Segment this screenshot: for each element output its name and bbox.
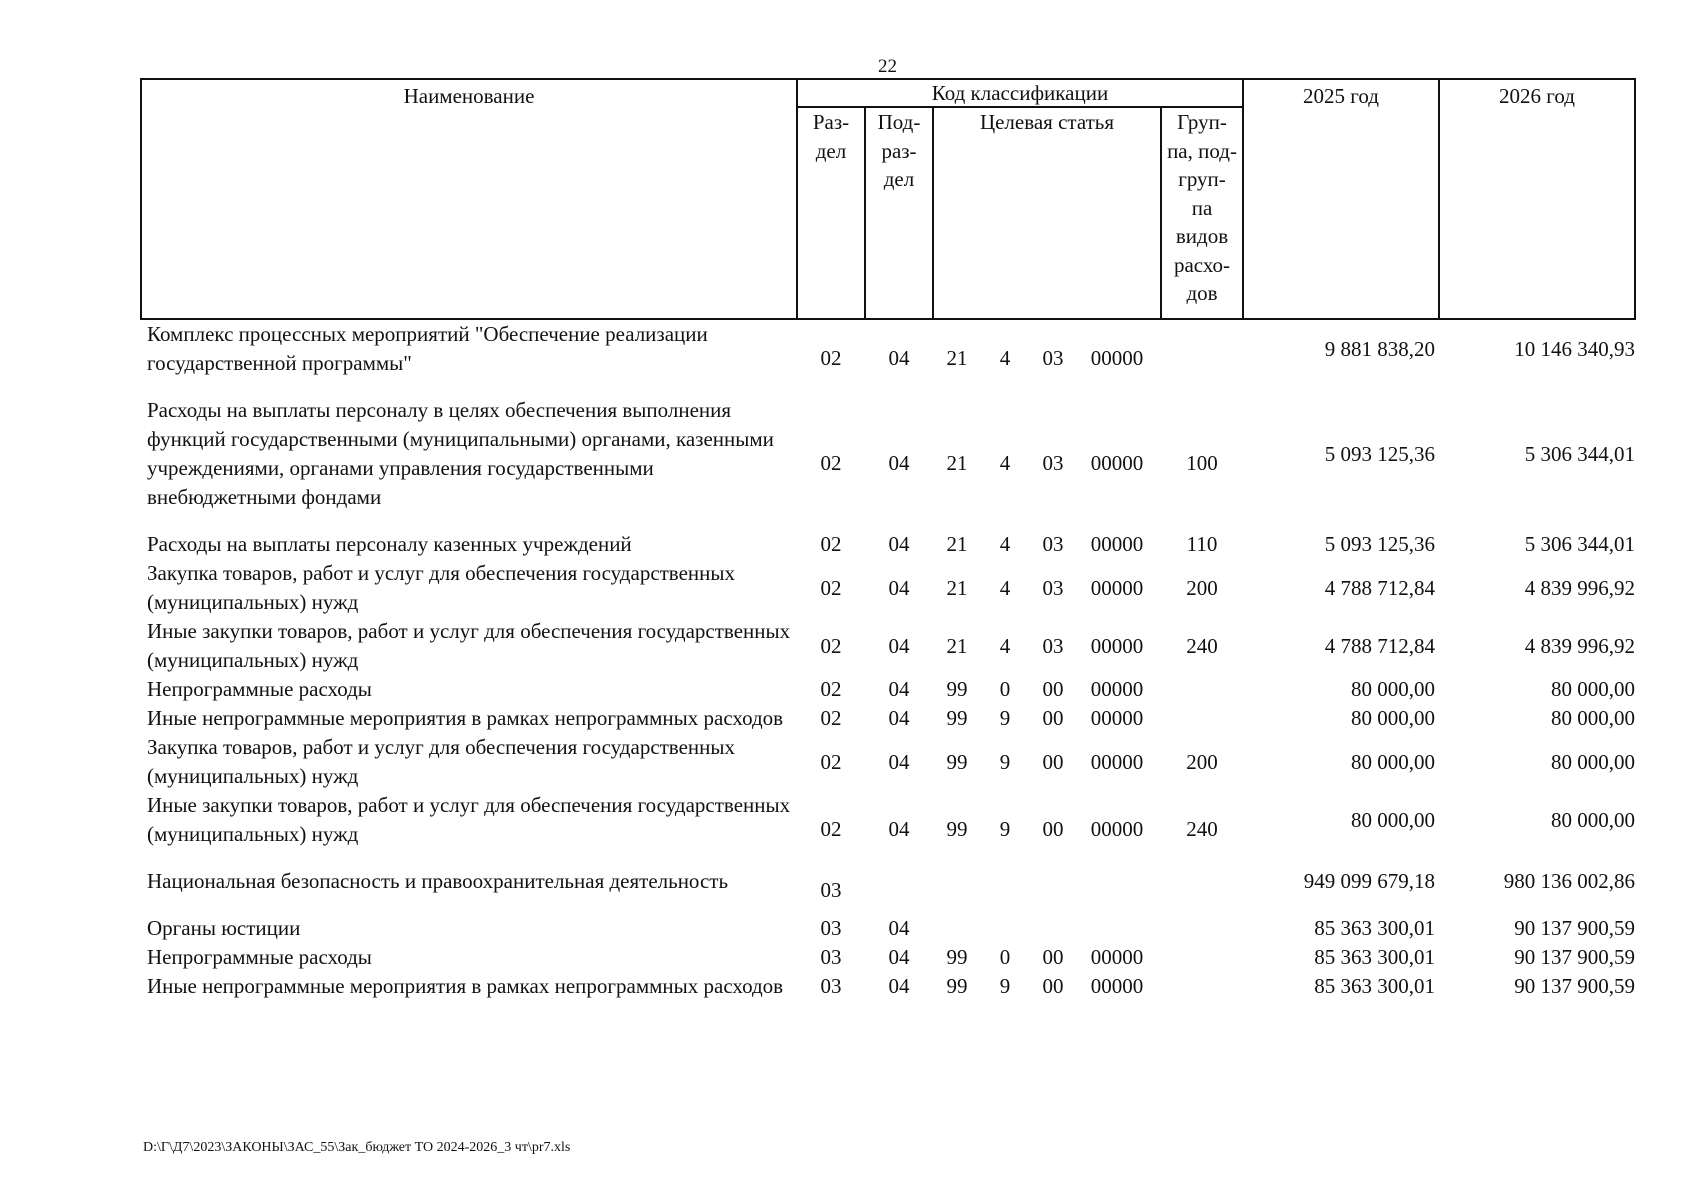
row-target	[933, 530, 1161, 559]
row-target	[933, 319, 1161, 396]
row-amount-2026: 4 839 996,92	[1524, 575, 1635, 600]
row-group	[1161, 704, 1243, 733]
row-target-part: 9	[999, 749, 1011, 774]
row-name: Закупка товаров, работ и услуг для обеспечения государственных (муниципальных) нужд	[147, 735, 736, 788]
row-amount-2026: 5 306 344,01	[1524, 441, 1635, 466]
row-target-part: 21	[946, 633, 968, 658]
row-podrazdel: 04	[888, 532, 910, 556]
row-target-part: 21	[946, 575, 968, 600]
table-row	[141, 972, 1635, 1001]
row-target-part: 00000	[1090, 575, 1144, 600]
row-podrazdel: 04	[888, 945, 910, 969]
row-razdel: 02	[820, 532, 842, 556]
table-row	[141, 559, 1635, 617]
table-row	[141, 617, 1635, 675]
row-amount-2025: 4 788 712,84	[1324, 633, 1435, 658]
row-name: Органы юстиции	[147, 916, 301, 940]
row-group	[1161, 867, 1243, 914]
row-razdel: 02	[820, 345, 842, 370]
row-amount-2025: 949 099 679,18	[1303, 869, 1435, 893]
table-row	[141, 791, 1635, 867]
row-target-part: 00000	[1090, 749, 1144, 774]
row-target-part: 99	[946, 677, 968, 701]
row-target	[933, 791, 1161, 867]
row-podrazdel: 04	[888, 345, 910, 370]
page-number: 22	[878, 56, 897, 77]
row-target-part: 99	[946, 749, 968, 774]
row-amount-2026: 10 146 340,93	[1514, 336, 1635, 361]
row-amount-2026: 80 000,00	[1551, 807, 1635, 832]
row-target-part: 00000	[1090, 706, 1144, 730]
row-group: 240	[1186, 816, 1218, 841]
row-razdel: 03	[820, 945, 842, 969]
row-amount-2026: 5 306 344,01	[1524, 532, 1635, 556]
row-target-part: 00	[1042, 677, 1064, 701]
row-podrazdel: 04	[888, 816, 910, 841]
header-group: Груп- па, под- груп- па видов расхо- дов	[1167, 110, 1237, 305]
header-code-group	[797, 79, 1243, 319]
row-podrazdel: 04	[888, 916, 910, 940]
row-razdel: 02	[820, 450, 842, 475]
table-row	[141, 733, 1635, 791]
row-target-part: 00000	[1090, 677, 1144, 701]
row-target	[933, 559, 1161, 617]
table-row	[141, 943, 1635, 972]
row-target	[933, 396, 1161, 530]
row-target-part: 0	[999, 677, 1011, 701]
row-amount-2026: 4 839 996,92	[1524, 633, 1635, 658]
row-amount-2025: 80 000,00	[1351, 807, 1435, 832]
file-path-footer: D:\Г\Д7\2023\ЗАКОНЫ\ЗАС_55\Зак_бюджет ТО 2024-2026_3 чт\pr7.xls	[143, 1140, 571, 1155]
row-podrazdel	[865, 867, 933, 914]
row-target-part: 00000	[1090, 816, 1144, 841]
row-amount-2026: 90 137 900,59	[1514, 974, 1635, 998]
row-name: Непрограммные расходы	[147, 945, 372, 969]
row-group: 240	[1186, 633, 1218, 658]
row-target-part: 00000	[1090, 945, 1144, 969]
row-target	[933, 675, 1161, 704]
row-name: Закупка товаров, работ и услуг для обеспечения государственных (муниципальных) нужд	[147, 561, 736, 614]
row-group	[1161, 943, 1243, 972]
table-row	[141, 319, 1635, 396]
row-razdel: 03	[820, 878, 842, 902]
row-group	[1161, 675, 1243, 704]
table-row	[141, 530, 1635, 559]
row-target-part: 4	[999, 450, 1011, 475]
row-razdel: 02	[820, 575, 842, 600]
row-target	[933, 972, 1161, 1001]
row-group	[1161, 972, 1243, 1001]
header-target: Целевая статья	[934, 108, 1162, 318]
header-name: Наименование	[141, 79, 797, 319]
row-name: Иные закупки товаров, работ и услуг для обеспечения государственных (муниципальных) нужд	[147, 619, 791, 672]
row-podrazdel: 04	[888, 974, 910, 998]
row-amount-2025: 4 788 712,84	[1324, 575, 1435, 600]
row-target-part: 9	[999, 974, 1011, 998]
row-target-part: 99	[946, 706, 968, 730]
row-name: Расходы на выплаты персоналу казенных учреждений	[147, 532, 632, 556]
row-podrazdel: 04	[888, 706, 910, 730]
row-podrazdel: 04	[888, 575, 910, 600]
row-target-part: 0	[999, 945, 1011, 969]
row-target-part: 00000	[1090, 450, 1144, 475]
table-header-row	[141, 79, 1635, 319]
row-name: Национальная безопасность и правоохранительная деятельность	[147, 869, 729, 893]
row-target-part: 00	[1042, 816, 1064, 841]
row-target-part: 4	[999, 575, 1011, 600]
row-target-part: 00000	[1090, 633, 1144, 658]
row-amount-2025: 80 000,00	[1351, 706, 1435, 730]
table-row	[141, 675, 1635, 704]
row-target-part: 4	[999, 345, 1011, 370]
row-group: 110	[1186, 532, 1218, 556]
row-amount-2026: 80 000,00	[1551, 706, 1635, 730]
row-target-part: 21	[946, 450, 968, 475]
row-target-part: 4	[999, 532, 1011, 556]
row-razdel: 02	[820, 706, 842, 730]
row-target	[933, 914, 1161, 943]
row-name: Иные закупки товаров, работ и услуг для обеспечения государственных (муниципальных) нужд	[147, 793, 791, 846]
row-target	[933, 867, 1161, 914]
row-target-part: 03	[1042, 633, 1064, 658]
row-amount-2025: 5 093 125,36	[1324, 441, 1435, 466]
row-target-part: 00	[1042, 974, 1064, 998]
row-name: Комплекс процессных мероприятий "Обеспечение реализации государственной программы"	[147, 322, 708, 375]
row-target-part: 00000	[1090, 345, 1144, 370]
row-amount-2025: 85 363 300,01	[1314, 974, 1435, 998]
row-target-part: 00000	[1090, 532, 1144, 556]
row-amount-2026: 80 000,00	[1551, 677, 1635, 701]
table-row	[141, 867, 1635, 914]
row-target-part: 9	[999, 816, 1011, 841]
row-amount-2025: 85 363 300,01	[1314, 916, 1435, 940]
row-group	[1161, 914, 1243, 943]
row-group: 100	[1186, 450, 1218, 475]
row-target	[933, 617, 1161, 675]
row-amount-2025: 5 093 125,36	[1324, 532, 1435, 556]
budget-table	[140, 78, 1636, 1001]
table-row	[141, 914, 1635, 943]
header-razdel: Раз- дел	[798, 108, 866, 318]
row-target-part: 00	[1042, 945, 1064, 969]
table-row	[141, 704, 1635, 733]
row-podrazdel: 04	[888, 450, 910, 475]
row-amount-2026: 90 137 900,59	[1514, 916, 1635, 940]
header-year-2026: 2026 год	[1439, 79, 1635, 319]
row-target-part: 00000	[1090, 974, 1144, 998]
table-body	[141, 319, 1635, 1001]
header-code: Код классификации	[798, 80, 1242, 108]
row-amount-2025: 9 881 838,20	[1324, 336, 1435, 361]
row-target-part: 03	[1042, 345, 1064, 370]
row-podrazdel: 04	[888, 633, 910, 658]
row-target-part: 99	[946, 945, 968, 969]
row-podrazdel: 04	[888, 677, 910, 701]
row-group: 200	[1186, 749, 1218, 774]
row-amount-2025: 80 000,00	[1351, 749, 1435, 774]
row-razdel: 02	[820, 816, 842, 841]
row-target-part: 00	[1042, 749, 1064, 774]
row-name: Расходы на выплаты персоналу в целях обеспечения выполнения функций государственными (муниципальными) органами, казенными учреждениями, органами управления государственными внебюджетными фондами	[147, 398, 774, 509]
table-row	[141, 396, 1635, 530]
row-group: 200	[1186, 575, 1218, 600]
row-target-part: 21	[946, 532, 968, 556]
row-target	[933, 704, 1161, 733]
row-name: Иные непрограммные мероприятия в рамках непрограммных расходов	[147, 706, 784, 730]
row-target-part: 4	[999, 633, 1011, 658]
row-amount-2026: 90 137 900,59	[1514, 945, 1635, 969]
row-target-part: 99	[946, 816, 968, 841]
row-amount-2026: 980 136 002,86	[1503, 869, 1635, 893]
row-target-part: 03	[1042, 532, 1064, 556]
row-amount-2026: 80 000,00	[1551, 749, 1635, 774]
row-razdel: 03	[820, 974, 842, 998]
row-razdel: 02	[820, 677, 842, 701]
row-target-part: 03	[1042, 450, 1064, 475]
header-podrazdel: Под- раз- дел	[866, 108, 934, 318]
row-name: Непрограммные расходы	[147, 677, 372, 701]
row-group	[1161, 319, 1243, 396]
row-amount-2025: 80 000,00	[1351, 677, 1435, 701]
row-amount-2025: 85 363 300,01	[1314, 945, 1435, 969]
row-target	[933, 733, 1161, 791]
row-razdel: 03	[820, 916, 842, 940]
row-name: Иные непрограммные мероприятия в рамках непрограммных расходов	[147, 974, 784, 998]
row-target-part: 03	[1042, 575, 1064, 600]
header-year-2025: 2025 год	[1243, 79, 1439, 319]
row-target-part: 99	[946, 974, 968, 998]
row-razdel: 02	[820, 749, 842, 774]
row-target-part: 21	[946, 345, 968, 370]
row-target	[933, 943, 1161, 972]
row-podrazdel: 04	[888, 749, 910, 774]
row-razdel: 02	[820, 633, 842, 658]
row-target-part: 9	[999, 706, 1011, 730]
row-target-part: 00	[1042, 706, 1064, 730]
